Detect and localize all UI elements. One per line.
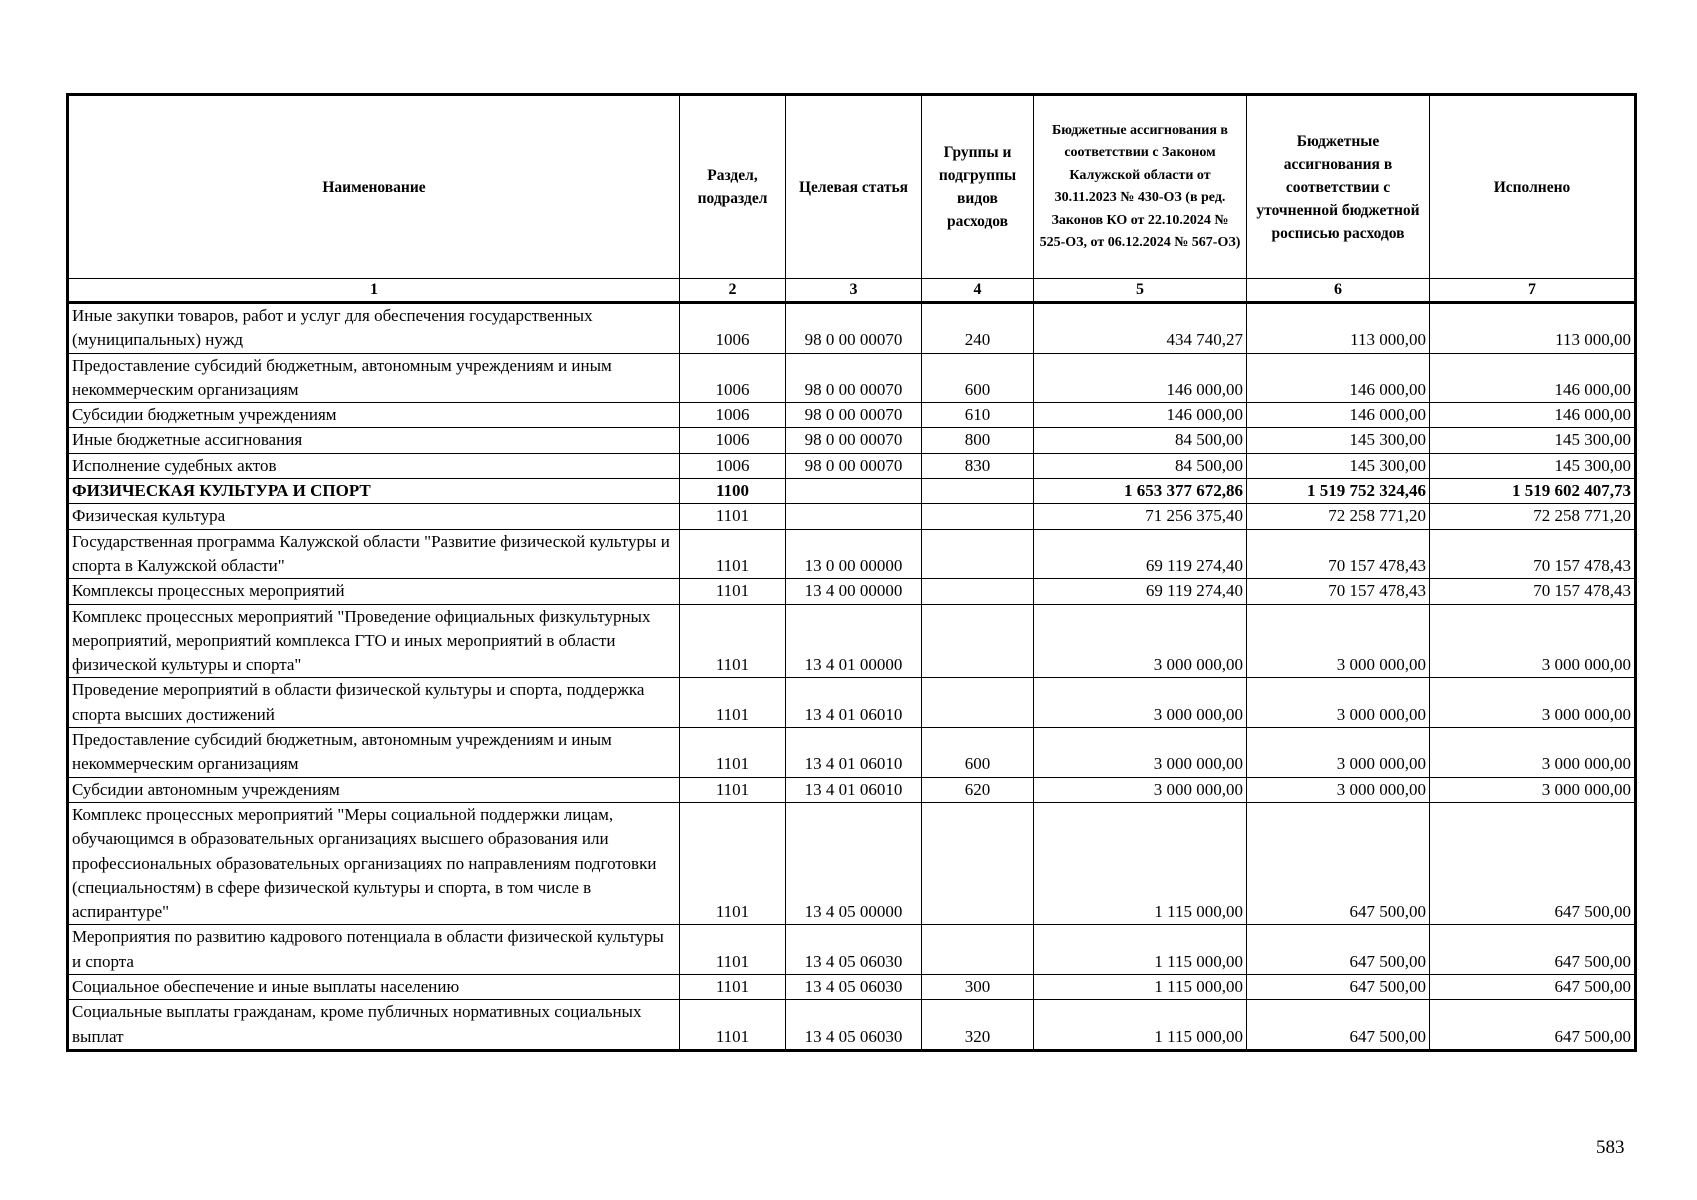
table-row bbox=[68, 728, 1636, 778]
cell-name: Социальное обеспечение и иные выплаты населению bbox=[68, 975, 680, 1000]
budget-table-container bbox=[66, 93, 1634, 1052]
cell-name: Физическая культура bbox=[68, 504, 680, 529]
header-row bbox=[68, 95, 1636, 279]
cell-executed-amount: 3 000 000,00 bbox=[1430, 678, 1636, 728]
cell-executed-amount: 1 519 602 407,73 bbox=[1430, 479, 1636, 504]
cell-executed-amount: 145 300,00 bbox=[1430, 428, 1636, 453]
cell-article: 98 0 00 00070 bbox=[786, 453, 922, 478]
cell-article: 13 0 00 00000 bbox=[786, 529, 922, 579]
cell-law-amount: 434 740,27 bbox=[1034, 303, 1247, 354]
cell-schedule-amount: 145 300,00 bbox=[1247, 453, 1430, 478]
cell-executed-amount: 647 500,00 bbox=[1430, 802, 1636, 924]
cell-section: 1101 bbox=[680, 529, 786, 579]
cell-name: Иные бюджетные ассигнования bbox=[68, 428, 680, 453]
cell-name: Проведение мероприятий в области физической культуры и спорта, поддержка спорта высших достижений bbox=[68, 678, 680, 728]
cell-executed-amount: 647 500,00 bbox=[1430, 1000, 1636, 1051]
cell-article: 98 0 00 00070 bbox=[786, 403, 922, 428]
cell-group bbox=[922, 802, 1034, 924]
cell-article: 13 4 05 06030 bbox=[786, 925, 922, 975]
cell-article: 98 0 00 00070 bbox=[786, 303, 922, 354]
cell-name: Субсидии бюджетным учреждениям bbox=[68, 403, 680, 428]
cell-article: 98 0 00 00070 bbox=[786, 353, 922, 403]
cell-group: 240 bbox=[922, 303, 1034, 354]
cell-schedule-amount: 70 157 478,43 bbox=[1247, 579, 1430, 604]
cell-schedule-amount: 113 000,00 bbox=[1247, 303, 1430, 354]
table-row bbox=[68, 353, 1636, 403]
cell-name: Предоставление субсидий бюджетным, автономным учреждениям и иным некоммерческим организациям bbox=[68, 728, 680, 778]
table-row bbox=[68, 428, 1636, 453]
cell-group: 830 bbox=[922, 453, 1034, 478]
cell-schedule-amount: 3 000 000,00 bbox=[1247, 678, 1430, 728]
cell-section: 1006 bbox=[680, 353, 786, 403]
cell-schedule-amount: 70 157 478,43 bbox=[1247, 529, 1430, 579]
cell-section: 1006 bbox=[680, 428, 786, 453]
cell-section: 1101 bbox=[680, 579, 786, 604]
cell-group bbox=[922, 678, 1034, 728]
column-number: 1 bbox=[68, 279, 680, 303]
cell-schedule-amount: 146 000,00 bbox=[1247, 403, 1430, 428]
column-number-row bbox=[68, 279, 1636, 303]
cell-name: Предоставление субсидий бюджетным, автономным учреждениям и иным некоммерческим организациям bbox=[68, 353, 680, 403]
cell-group bbox=[922, 925, 1034, 975]
cell-group: 600 bbox=[922, 353, 1034, 403]
cell-group bbox=[922, 579, 1034, 604]
cell-law-amount: 3 000 000,00 bbox=[1034, 728, 1247, 778]
cell-name: Социальные выплаты гражданам, кроме публичных нормативных социальных выплат bbox=[68, 1000, 680, 1051]
header-article: Целевая статья bbox=[786, 95, 922, 279]
cell-article bbox=[786, 504, 922, 529]
cell-law-amount: 1 653 377 672,86 bbox=[1034, 479, 1247, 504]
cell-section: 1101 bbox=[680, 975, 786, 1000]
cell-section: 1006 bbox=[680, 453, 786, 478]
cell-group: 800 bbox=[922, 428, 1034, 453]
cell-executed-amount: 647 500,00 bbox=[1430, 975, 1636, 1000]
cell-group bbox=[922, 604, 1034, 678]
column-number: 6 bbox=[1247, 279, 1430, 303]
cell-schedule-amount: 3 000 000,00 bbox=[1247, 604, 1430, 678]
cell-executed-amount: 70 157 478,43 bbox=[1430, 529, 1636, 579]
cell-law-amount: 71 256 375,40 bbox=[1034, 504, 1247, 529]
header-law-allocations: Бюджетные ассигнования в соответствии с Законом Калужской области от 30.11.2023 № 430-ОЗ (в ред. Законов КО от 22.10.2024 № 525-ОЗ, от 06.12.2024 № 567-ОЗ) bbox=[1034, 95, 1247, 279]
cell-executed-amount: 146 000,00 bbox=[1430, 353, 1636, 403]
cell-executed-amount: 145 300,00 bbox=[1430, 453, 1636, 478]
table-row bbox=[68, 975, 1636, 1000]
cell-article: 13 4 01 06010 bbox=[786, 678, 922, 728]
cell-section: 1101 bbox=[680, 1000, 786, 1051]
cell-executed-amount: 3 000 000,00 bbox=[1430, 728, 1636, 778]
cell-schedule-amount: 647 500,00 bbox=[1247, 802, 1430, 924]
cell-name: Комплекс процессных мероприятий "Проведение официальных физкультурных мероприятий, мероприятий комплекса ГТО и иных мероприятий в области физической культуры и спорта" bbox=[68, 604, 680, 678]
header-executed: Исполнено bbox=[1430, 95, 1636, 279]
table-row bbox=[68, 303, 1636, 354]
cell-schedule-amount: 3 000 000,00 bbox=[1247, 777, 1430, 802]
cell-article bbox=[786, 479, 922, 504]
cell-schedule-amount: 146 000,00 bbox=[1247, 353, 1430, 403]
cell-executed-amount: 647 500,00 bbox=[1430, 925, 1636, 975]
cell-section: 1101 bbox=[680, 678, 786, 728]
column-number: 7 bbox=[1430, 279, 1636, 303]
cell-schedule-amount: 1 519 752 324,46 bbox=[1247, 479, 1430, 504]
cell-article: 13 4 05 06030 bbox=[786, 975, 922, 1000]
cell-section: 1101 bbox=[680, 925, 786, 975]
header-name: Наименование bbox=[68, 95, 680, 279]
cell-section: 1101 bbox=[680, 504, 786, 529]
cell-law-amount: 146 000,00 bbox=[1034, 403, 1247, 428]
cell-section: 1101 bbox=[680, 777, 786, 802]
cell-executed-amount: 70 157 478,43 bbox=[1430, 579, 1636, 604]
cell-article: 13 4 00 00000 bbox=[786, 579, 922, 604]
cell-article: 13 4 01 06010 bbox=[786, 777, 922, 802]
cell-name: Иные закупки товаров, работ и услуг для обеспечения государственных (муниципальных) нужд bbox=[68, 303, 680, 354]
table-row bbox=[68, 777, 1636, 802]
cell-law-amount: 84 500,00 bbox=[1034, 428, 1247, 453]
cell-law-amount: 1 115 000,00 bbox=[1034, 1000, 1247, 1051]
cell-law-amount: 1 115 000,00 bbox=[1034, 802, 1247, 924]
column-number: 5 bbox=[1034, 279, 1247, 303]
cell-group bbox=[922, 479, 1034, 504]
cell-section: 1101 bbox=[680, 802, 786, 924]
cell-article: 13 4 05 00000 bbox=[786, 802, 922, 924]
cell-name: ФИЗИЧЕСКАЯ КУЛЬТУРА И СПОРТ bbox=[68, 479, 680, 504]
cell-law-amount: 3 000 000,00 bbox=[1034, 777, 1247, 802]
cell-executed-amount: 3 000 000,00 bbox=[1430, 604, 1636, 678]
cell-name: Мероприятия по развитию кадрового потенциала в области физической культуры и спорта bbox=[68, 925, 680, 975]
table-row bbox=[68, 604, 1636, 678]
cell-schedule-amount: 145 300,00 bbox=[1247, 428, 1430, 453]
header-section: Раздел, подраздел bbox=[680, 95, 786, 279]
table-row-section-total bbox=[68, 479, 1636, 504]
cell-section: 1101 bbox=[680, 728, 786, 778]
cell-executed-amount: 3 000 000,00 bbox=[1430, 777, 1636, 802]
column-number: 4 bbox=[922, 279, 1034, 303]
budget-table bbox=[66, 93, 1637, 1052]
table-row bbox=[68, 403, 1636, 428]
table-row bbox=[68, 504, 1636, 529]
cell-name: Комплекс процессных мероприятий "Меры социальной поддержки лицам, обучающимся в образовательных организациях высшего образования или профессиональных образовательных организациях по направлениям подготовки (специальностям) в сфере физической культуры и спорта, в том числе в аспирантуре" bbox=[68, 802, 680, 924]
header-schedule-allocations: Бюджетные ассигнования в соответствии с уточненной бюджетной росписью расходов bbox=[1247, 95, 1430, 279]
column-number: 3 bbox=[786, 279, 922, 303]
cell-executed-amount: 113 000,00 bbox=[1430, 303, 1636, 354]
cell-name: Государственная программа Калужской области "Развитие физической культуры и спорта в Калужской области" bbox=[68, 529, 680, 579]
cell-article: 13 4 01 00000 bbox=[786, 604, 922, 678]
cell-group bbox=[922, 504, 1034, 529]
cell-section: 1006 bbox=[680, 303, 786, 354]
table-row bbox=[68, 925, 1636, 975]
page-number: 583 bbox=[1596, 1137, 1625, 1158]
cell-law-amount: 69 119 274,40 bbox=[1034, 529, 1247, 579]
table-row bbox=[68, 678, 1636, 728]
cell-law-amount: 84 500,00 bbox=[1034, 453, 1247, 478]
cell-name: Исполнение судебных актов bbox=[68, 453, 680, 478]
column-number: 2 bbox=[680, 279, 786, 303]
cell-law-amount: 3 000 000,00 bbox=[1034, 678, 1247, 728]
cell-article: 13 4 01 06010 bbox=[786, 728, 922, 778]
cell-law-amount: 146 000,00 bbox=[1034, 353, 1247, 403]
table-row bbox=[68, 453, 1636, 478]
header-groups: Группы и подгруппы видов расходов bbox=[922, 95, 1034, 279]
cell-article: 13 4 05 06030 bbox=[786, 1000, 922, 1051]
cell-group: 320 bbox=[922, 1000, 1034, 1051]
cell-group bbox=[922, 529, 1034, 579]
cell-group: 610 bbox=[922, 403, 1034, 428]
cell-group: 300 bbox=[922, 975, 1034, 1000]
cell-section: 1100 bbox=[680, 479, 786, 504]
cell-schedule-amount: 647 500,00 bbox=[1247, 1000, 1430, 1051]
cell-group: 600 bbox=[922, 728, 1034, 778]
cell-executed-amount: 72 258 771,20 bbox=[1430, 504, 1636, 529]
cell-name: Субсидии автономным учреждениям bbox=[68, 777, 680, 802]
cell-law-amount: 1 115 000,00 bbox=[1034, 975, 1247, 1000]
table-row bbox=[68, 1000, 1636, 1051]
cell-law-amount: 69 119 274,40 bbox=[1034, 579, 1247, 604]
cell-group: 620 bbox=[922, 777, 1034, 802]
cell-article: 98 0 00 00070 bbox=[786, 428, 922, 453]
cell-schedule-amount: 72 258 771,20 bbox=[1247, 504, 1430, 529]
cell-schedule-amount: 647 500,00 bbox=[1247, 925, 1430, 975]
cell-name: Комплексы процессных мероприятий bbox=[68, 579, 680, 604]
table-row bbox=[68, 802, 1636, 924]
cell-schedule-amount: 3 000 000,00 bbox=[1247, 728, 1430, 778]
cell-law-amount: 1 115 000,00 bbox=[1034, 925, 1247, 975]
cell-executed-amount: 146 000,00 bbox=[1430, 403, 1636, 428]
cell-section: 1101 bbox=[680, 604, 786, 678]
table-row bbox=[68, 529, 1636, 579]
cell-section: 1006 bbox=[680, 403, 786, 428]
cell-law-amount: 3 000 000,00 bbox=[1034, 604, 1247, 678]
table-row bbox=[68, 579, 1636, 604]
cell-schedule-amount: 647 500,00 bbox=[1247, 975, 1430, 1000]
